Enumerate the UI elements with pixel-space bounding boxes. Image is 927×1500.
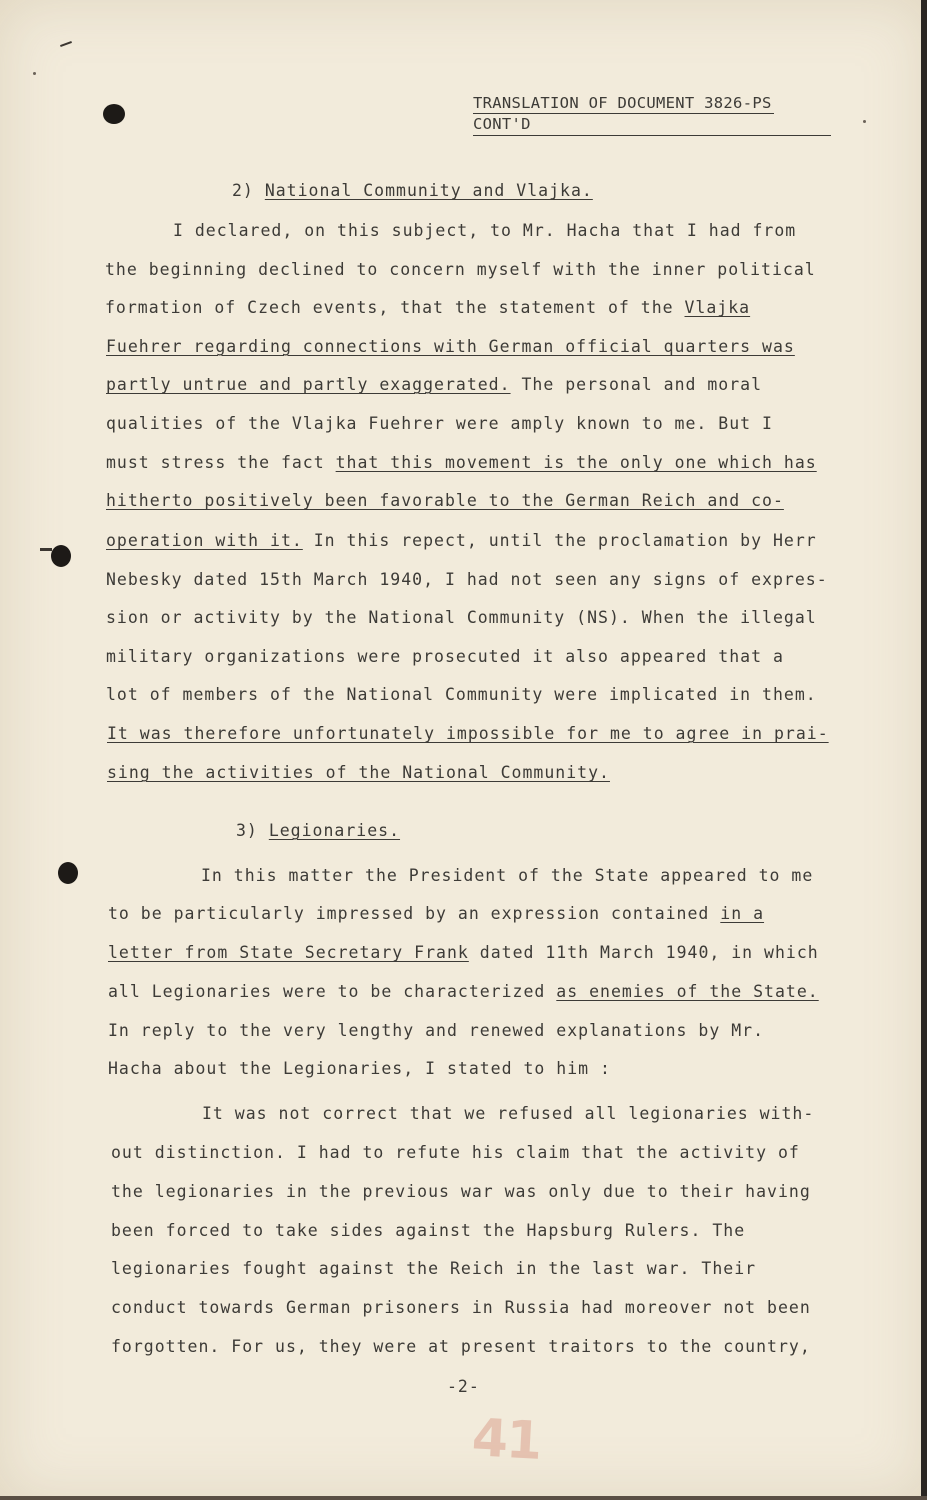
underlined-text: as enemies of the State. bbox=[556, 982, 819, 1001]
text-line bbox=[107, 723, 829, 745]
ink-mark bbox=[40, 548, 52, 551]
text-line bbox=[106, 490, 784, 512]
text-span: dated 11th March 1940, in which bbox=[468, 943, 819, 962]
text-line: military organizations were prosecuted it also appeared that a bbox=[106, 647, 784, 666]
section-heading-2 bbox=[232, 180, 593, 202]
text-line: In reply to the very lengthy and renewed explanations by Mr. bbox=[108, 1021, 765, 1040]
page-bottom-edge bbox=[0, 1496, 927, 1500]
text-span: to be particularly impressed by an expression contained bbox=[108, 904, 721, 923]
punch-hole-bottom bbox=[58, 862, 78, 884]
text-line: forgotten. For us, they were at present traitors to the country, bbox=[111, 1337, 811, 1356]
underlined-text: It was therefore unfortunately impossible for me to agree in prai- bbox=[107, 724, 829, 743]
underlined-text: operation with it. bbox=[106, 531, 303, 550]
text-line bbox=[106, 374, 762, 396]
text-span: must stress the fact bbox=[106, 453, 336, 472]
text-line: Nebesky dated 15th March 1940, I had not seen any signs of expres- bbox=[106, 570, 828, 589]
page-number: -2- bbox=[447, 1377, 480, 1396]
underlined-text: that this movement is the only one which has bbox=[335, 453, 817, 472]
page-edge-shadow bbox=[921, 0, 927, 1500]
text-span: The personal and moral bbox=[510, 375, 763, 394]
text-line: qualities of the Vlajka Fuehrer were amply known to me. But I bbox=[106, 414, 773, 433]
underlined-text: Vlajka bbox=[684, 298, 751, 317]
section-title: Legionaries. bbox=[268, 821, 401, 840]
underlined-text: Fuehrer regarding connections with German official quarters was bbox=[106, 337, 795, 356]
document-header bbox=[473, 93, 831, 136]
text-line: Hacha about the Legionaries, I stated to him : bbox=[108, 1059, 611, 1078]
text-line: lot of members of the National Community were implicated in them. bbox=[106, 685, 817, 704]
text-line: legionaries fought against the Reich in the last war. Their bbox=[111, 1259, 757, 1278]
punch-hole-top bbox=[103, 104, 125, 124]
text-line: the beginning declined to concern myself with the inner political bbox=[105, 260, 816, 279]
section-number: 2) bbox=[232, 181, 254, 200]
section-title: National Community and Vlajka. bbox=[264, 181, 593, 200]
text-span: all Legionaries were to be characterized bbox=[108, 982, 557, 1001]
text-line bbox=[106, 452, 817, 474]
text-line: the legionaries in the previous war was only due to their having bbox=[111, 1182, 811, 1201]
text-line: sion or activity by the National Community (NS). When the illegal bbox=[106, 608, 817, 627]
underlined-text: hitherto positively been favorable to the German Reich and co- bbox=[106, 491, 784, 510]
paper-speck bbox=[863, 120, 866, 123]
underlined-text: sing the activities of the National Community. bbox=[107, 763, 610, 782]
text-line bbox=[108, 981, 819, 1003]
text-line: It was not correct that we refused all legionaries with- bbox=[202, 1104, 815, 1123]
text-span: In this repect, until the proclamation by Herr bbox=[302, 531, 817, 550]
section-number: 3) bbox=[236, 821, 258, 840]
underlined-text: letter from State Secretary Frank bbox=[108, 943, 469, 962]
text-line: In this matter the President of the State appeared to me bbox=[201, 866, 814, 885]
text-line bbox=[108, 942, 819, 964]
text-line: been forced to take sides against the Hapsburg Rulers. The bbox=[111, 1221, 746, 1240]
section-heading-3 bbox=[236, 820, 400, 842]
text-line bbox=[105, 297, 750, 319]
text-line: conduct towards German prisoners in Russia had moreover not been bbox=[111, 1298, 811, 1317]
paper-speck bbox=[33, 72, 36, 75]
text-line: I declared, on this subject, to Mr. Hacha that I had from bbox=[173, 221, 797, 240]
text-line bbox=[108, 903, 764, 925]
text-line bbox=[106, 336, 795, 358]
punch-hole-middle bbox=[51, 545, 71, 567]
header-title: TRANSLATION OF DOCUMENT 3826-PS bbox=[473, 94, 772, 112]
underlined-text: in a bbox=[720, 904, 765, 923]
header-subtitle: CONT'D bbox=[473, 115, 531, 133]
text-line bbox=[107, 762, 610, 784]
underlined-text: partly untrue and partly exaggerated. bbox=[106, 375, 511, 394]
text-span: formation of Czech events, that the statement of the bbox=[105, 298, 685, 317]
text-line bbox=[106, 530, 817, 552]
page-stamp: 41 bbox=[470, 1408, 542, 1472]
text-line: out distinction. I had to refute his claim that the activity of bbox=[111, 1143, 800, 1162]
ink-mark bbox=[60, 41, 72, 47]
